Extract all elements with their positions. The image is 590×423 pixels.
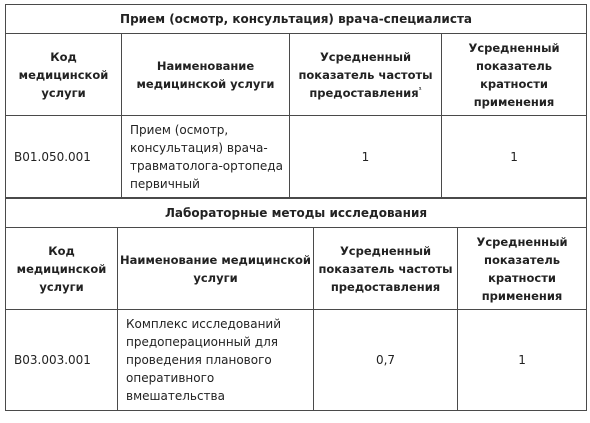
service-code: B03.003.001 <box>6 310 118 411</box>
header-frequency <box>314 228 458 310</box>
header-row <box>6 228 587 310</box>
header-code-label: Код медицинской услуги <box>18 49 109 100</box>
header-code-label: Код медицинской услуги <box>16 243 107 294</box>
section-title: Прием (осмотр, консультация) врача-специалиста <box>6 5 587 34</box>
header-multiplicity-label: Усредненный показатель кратности применения <box>468 40 560 109</box>
header-code <box>6 228 118 310</box>
frequency-value: 0,7 <box>314 310 458 411</box>
service-code: B01.050.001 <box>6 116 122 198</box>
header-name-label: Наименование медицинской услуги <box>136 58 275 91</box>
multiplicity-value: 1 <box>442 116 587 198</box>
service-name: Прием (осмотр, консультация) врача-травматолога-ортопеда первичный <box>122 116 290 198</box>
header-frequency-label: Усредненный показатель частоты предоставления <box>298 49 433 100</box>
header-name-label: Наименование медицинской услуги <box>120 252 311 285</box>
frequency-value: 1 <box>290 116 442 198</box>
header-row <box>6 34 587 116</box>
section-title-row <box>6 199 587 228</box>
header-multiplicity-label: Усредненный показатель кратности применения <box>476 234 568 303</box>
services-standard-sheet <box>5 4 586 411</box>
specialist-consultation-table <box>5 4 587 198</box>
header-multiplicity <box>442 34 587 116</box>
footnote-mark: ¹ <box>418 85 422 94</box>
header-multiplicity <box>458 228 587 310</box>
section-title-row <box>6 5 587 34</box>
header-frequency <box>290 34 442 116</box>
header-name <box>118 228 314 310</box>
service-name: Комплекс исследований предоперационный для проведения планового оперативного вмешательства <box>118 310 314 411</box>
section-title: Лабораторные методы исследования <box>6 199 587 228</box>
header-frequency-label: Усредненный показатель частоты предоставления <box>318 243 453 294</box>
header-name <box>122 34 290 116</box>
table-row <box>6 116 587 198</box>
laboratory-methods-table <box>5 198 587 411</box>
table-row <box>6 310 587 411</box>
header-code <box>6 34 122 116</box>
multiplicity-value: 1 <box>458 310 587 411</box>
